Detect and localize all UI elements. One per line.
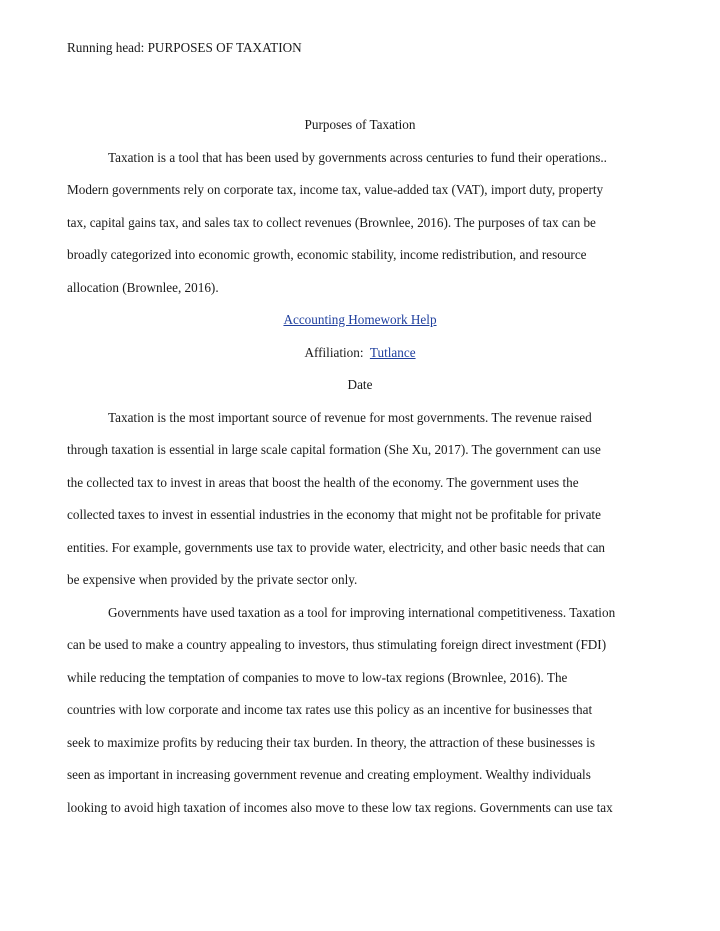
paragraph-2-line: through taxation is essential in large scale capital formation (She Xu, 2017). The government can use	[67, 442, 601, 457]
paragraph-3-line: seen as important in increasing government revenue and creating employment. Wealthy individuals	[67, 767, 591, 782]
paragraph-1-line: Modern governments rely on corporate tax, income tax, value-added tax (VAT), import duty, property	[67, 182, 604, 197]
paragraph-2-line: entities. For example, governments use tax to provide water, electricity, and other basic needs that can	[67, 540, 606, 555]
paragraph-1-line: Taxation is a tool that has been used by governments across centuries to fund their operations..	[108, 150, 607, 165]
paragraph-2-line: be expensive when provided by the private sector only.	[67, 572, 358, 587]
paragraph-3-line: looking to avoid high taxation of incomes also move to these low tax regions. Governments can use tax	[67, 800, 613, 815]
paragraph-3-line: Governments have used taxation as a tool for improving international competitiveness. Taxation	[108, 605, 616, 620]
paragraph-2-line: the collected tax to invest in areas that boost the health of the economy. The government uses the	[67, 475, 579, 490]
accounting-homework-help-link[interactable]: Accounting Homework Help	[283, 312, 437, 327]
paragraph-1-line: allocation (Brownlee, 2016).	[67, 280, 219, 295]
affiliation-label: Affiliation:	[304, 345, 364, 360]
paragraph-3-line: seek to maximize profits by reducing their tax burden. In theory, the attraction of these businesses is	[67, 735, 595, 750]
paragraph-3-line: can be used to make a country appealing to investors, thus stimulating foreign direct investment (FDI)	[67, 637, 607, 652]
page-title: Purposes of Taxation	[304, 117, 416, 132]
accounting-link-row	[0, 312, 720, 328]
paragraph-2-line: collected taxes to invest in essential industries in the economy that might not be profitable for private	[67, 507, 601, 522]
running-head: Running head: PURPOSES OF TAXATION	[67, 40, 302, 55]
paragraph-1-line: tax, capital gains tax, and sales tax to collect revenues (Brownlee, 2016). The purposes of tax can be	[67, 215, 596, 230]
paragraph-2-line: Taxation is the most important source of revenue for most governments. The revenue raised	[108, 410, 592, 425]
paragraph-3-line: while reducing the temptation of companies to move to low-tax regions (Brownlee, 2016). The	[67, 670, 568, 685]
paragraph-3-line: countries with low corporate and income tax rates use this policy as an incentive for businesses that	[67, 702, 593, 717]
date-label: Date	[347, 377, 373, 392]
paragraph-1-line: broadly categorized into economic growth, economic stability, income redistribution, and resource	[67, 247, 587, 262]
tutlance-link[interactable]: Tutlance	[369, 345, 416, 360]
affiliation-row	[0, 345, 720, 361]
